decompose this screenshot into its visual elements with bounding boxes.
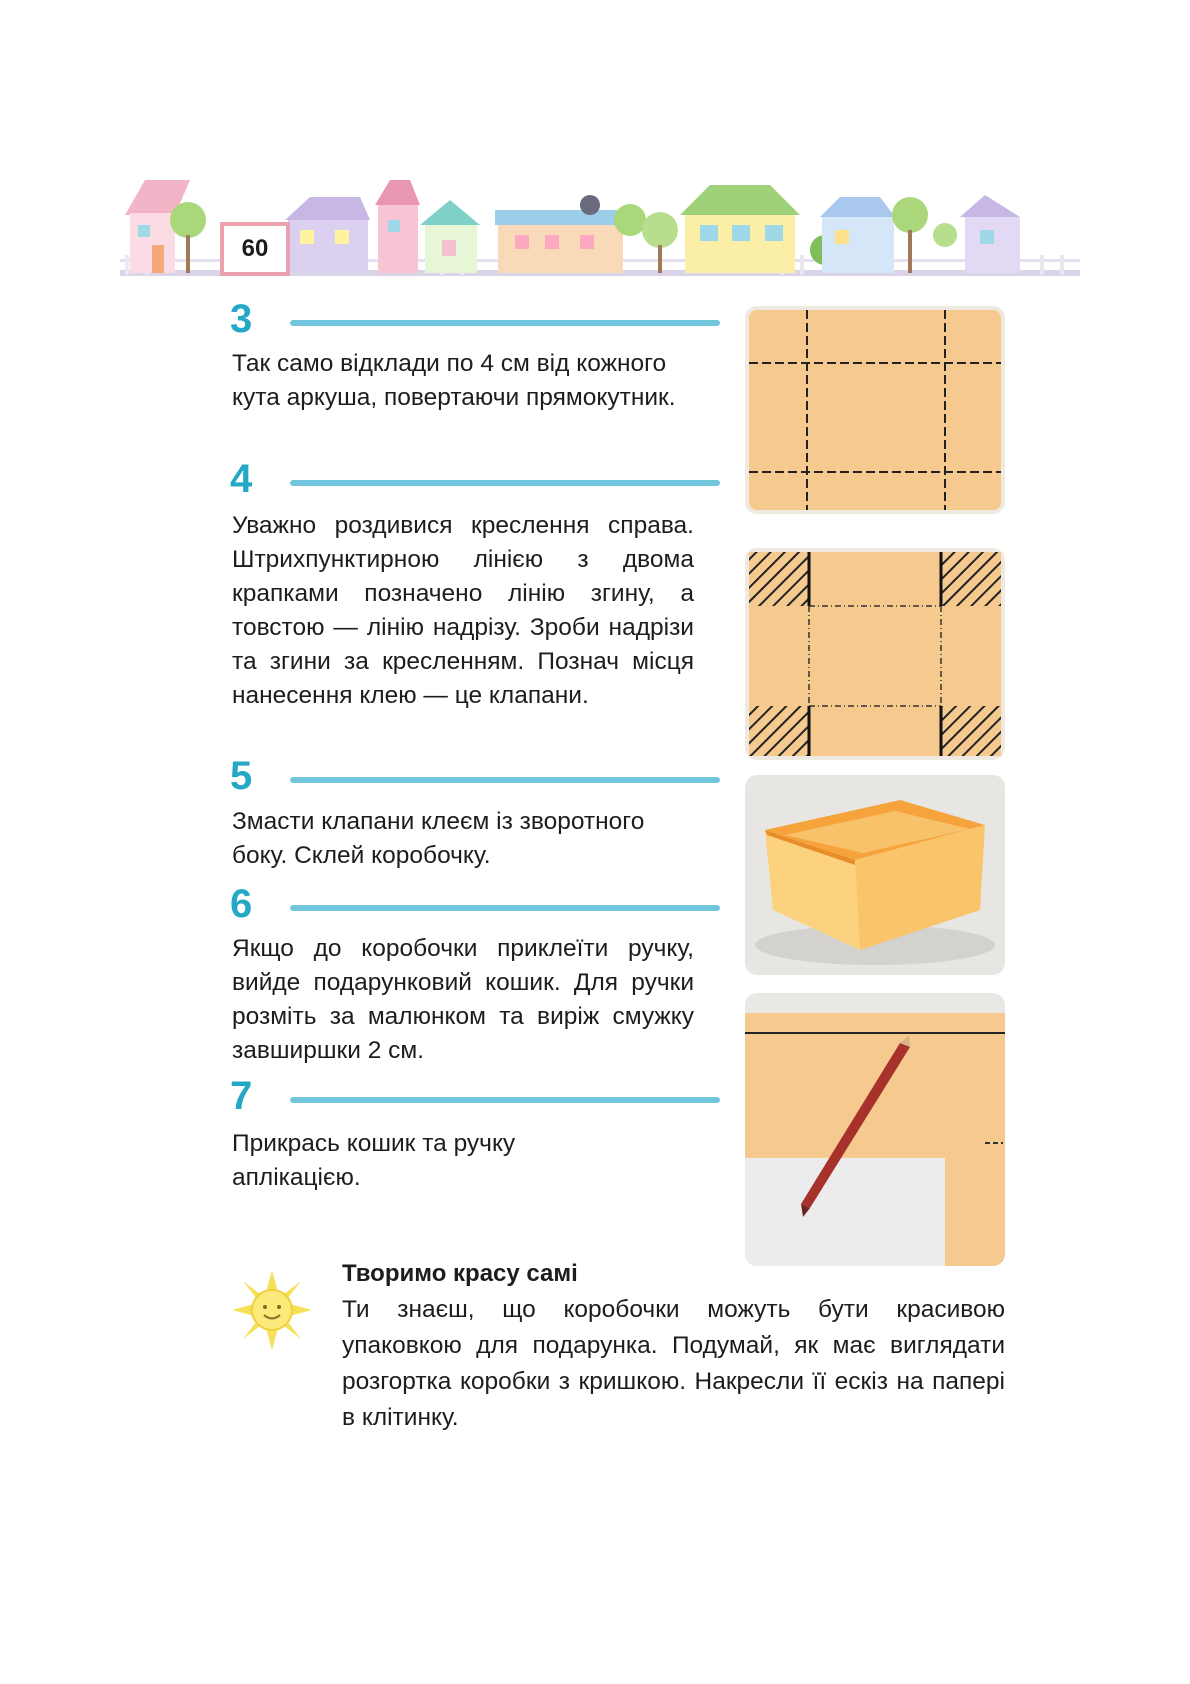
step-3-heading: [230, 297, 720, 345]
step-divider: [290, 777, 720, 783]
step-divider: [290, 320, 720, 326]
step-4-text: Уважно роздивися креслення справа. Штрихпунктирною лінією з двома крапками позначено лінію згину, а товстою — лінію надрізу. Зроби надрізи та згини за кресленням. Познач місця нанесення клею — це клапани.: [232, 512, 694, 709]
step-7-text: Прикрась кошик та ручку аплікацією.: [232, 1130, 516, 1191]
step-divider: [290, 1097, 720, 1103]
step-6-heading: [230, 882, 720, 930]
tip-title: Творимо красу самі: [342, 1260, 578, 1287]
step-3-text: Так само відклади по 4 см від кожного кута аркуша, повертаючи прямокутник.: [232, 350, 676, 411]
step-4-heading: [230, 457, 720, 505]
step-number: 3: [230, 297, 253, 341]
photo-strip-pencil: [745, 993, 1005, 1266]
sun-icon: [232, 1270, 312, 1350]
step-5-heading: [230, 754, 720, 802]
step-7-heading: [230, 1074, 720, 1122]
tip-text: Ти знаєш, що коробочки можуть бути красивою упаковкою для подарунка. Подумай, як має виглядати розгортка коробки з кришкою. Накресли її ескіз на папері в клітинку.: [342, 1296, 1005, 1431]
step-number: 7: [230, 1074, 253, 1118]
step-number: 6: [230, 882, 253, 926]
photo-marked-sheet: [745, 306, 1005, 514]
step-number: 5: [230, 754, 253, 798]
page-number: 60: [220, 222, 290, 276]
step-number: 4: [230, 457, 253, 501]
step-5-text: Змасти клапани клеєм із зворотного боку. Склей коробочку.: [232, 808, 645, 869]
step-divider: [290, 905, 720, 911]
photo-fold-drawing: [745, 548, 1005, 760]
step-6-text: Якщо до коробочки приклеїти ручку, вийде подарунковий кошик. Для ручки розміть за малюнком та виріж смужку завширшки 2 см.: [232, 935, 694, 1064]
step-divider: [290, 480, 720, 486]
photo-glued-box: [745, 775, 1005, 975]
